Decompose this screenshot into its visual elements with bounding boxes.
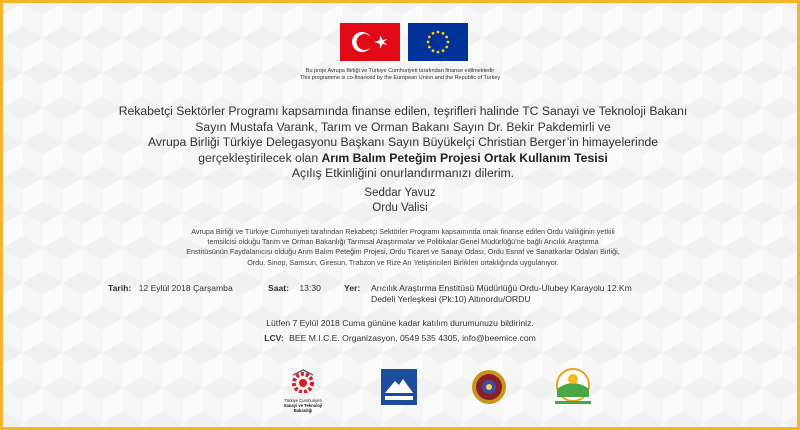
signature [3,186,797,216]
venue-label: Yer: [344,283,361,293]
date-label: Tarih: [108,283,132,293]
intro-line-4 [33,151,773,167]
ministry-caption-line-1: Türkiye Cumhuriyeti [284,398,322,403]
description-line-1: Avrupa Birliği ve Türkiye Cumhuriyeti tarafından Rekabetçi Sektörler Programı kapsamında ortak finanse edilen Ordu Valiliğinin yetkili [191,227,615,236]
lcv-label: LCV: [264,333,284,343]
rsvp-contact [3,333,797,343]
intro-line-1: Rekabetçi Sektörler Programı kapsamında finanse edilen, teşrifleri halinde TC Sanayi ve Teknoloji Bakanı [118,104,688,118]
project-description [98,227,708,268]
flag-group [340,23,468,61]
event-date [108,283,233,294]
turkey-flag-icon [340,23,400,61]
ministry-caption-line-2: Sanayi ve Teknoloji Bakanlığı [283,403,323,413]
sponsor-logos [3,365,797,415]
venue-line-2: Dedeli Yerleşkesi (Pk:10) Altınordu/ORDU [371,294,531,304]
institute-logo-icon [381,369,417,405]
time-label: Saat: [268,283,290,293]
intro-line-2: Sayın Mustafa Varank, Tarım ve Orman Bakanı Sayın Dr. Bekir Pakdemirli ve [195,119,611,134]
eu-flag-icon [408,23,468,61]
event-time [268,283,321,294]
invitation-text [33,104,773,182]
lcv-value: BEE M.I.C.E. Organizasyon, 0549 535 4305, info@beemice.com [289,333,536,343]
project-name: Arım Balım Peteğim Projesi Ortak Kullanım Tesisi [321,150,608,165]
cofinance-line-tr: Bu proje Avrupa Birliği ve Türkiye Cumhuriyeti tarafından finanse edilmektedir [305,68,495,74]
beekeepers-union-logo-icon [543,367,603,407]
event-venue [371,283,691,305]
rsvp-deadline: Lütfen 7 Eylül 2018 Cuma gününe kadar katılım durumunuzu bildiriniz. [266,318,534,328]
date-value: 12 Eylül 2018 Çarşamba [138,283,233,293]
event-venue-label-wrap [344,283,360,294]
description-line-4: Ordu, Sinop, Samsun, Giresun, Trabzon ve Rize Arı Yetiştiricileri Birlikleri ortaklığında uygulanıyor. [247,257,559,267]
chamber-seal-icon [471,369,507,405]
intro-line-4-prefix: gerçekleştirilecek olan [198,150,319,165]
cofinance-line-en: This programme is co-financed by the European Union and the Republic of Turkey [299,75,501,81]
ministry-gear-icon [275,369,331,393]
description-line-2: temsilcisi olduğu Tarım ve Orman Bakanlığı Tarımsal Araştırmalar ve Politikalar Genel Müdürlüğü’ne bağlı Arıcılık Araştırma [207,237,599,247]
description-line-3: Enstitüsünün Faydalanıcısı olduğu Arım Balım Peteğim Projesi, Ordu Ticaret ve Sanayi Odası, Ordu Esnaf ve Sanatkarlar Odaları Birliği, [186,247,620,257]
intro-line-5: Açılış Etkinliğini onurlandırmanızı dilerim. [291,166,515,180]
intro-line-3: Avrupa Birliği Türkiye Delegasyonu Başkanı Sayın Büyükelçi Christian Berger’in himayelerinde [147,135,659,149]
cofinance-note [3,68,797,82]
signature-title: Ordu Valisi [372,202,428,214]
ministry-logo [275,369,331,413]
venue-line-1: Arıcılık Araştırma Enstitüsü Müdürlüğü Ordu-Ulubey Karayolu 12.Km [371,283,632,293]
time-value: 13:30 [299,283,321,293]
signature-name: Seddar Yavuz [364,187,436,199]
